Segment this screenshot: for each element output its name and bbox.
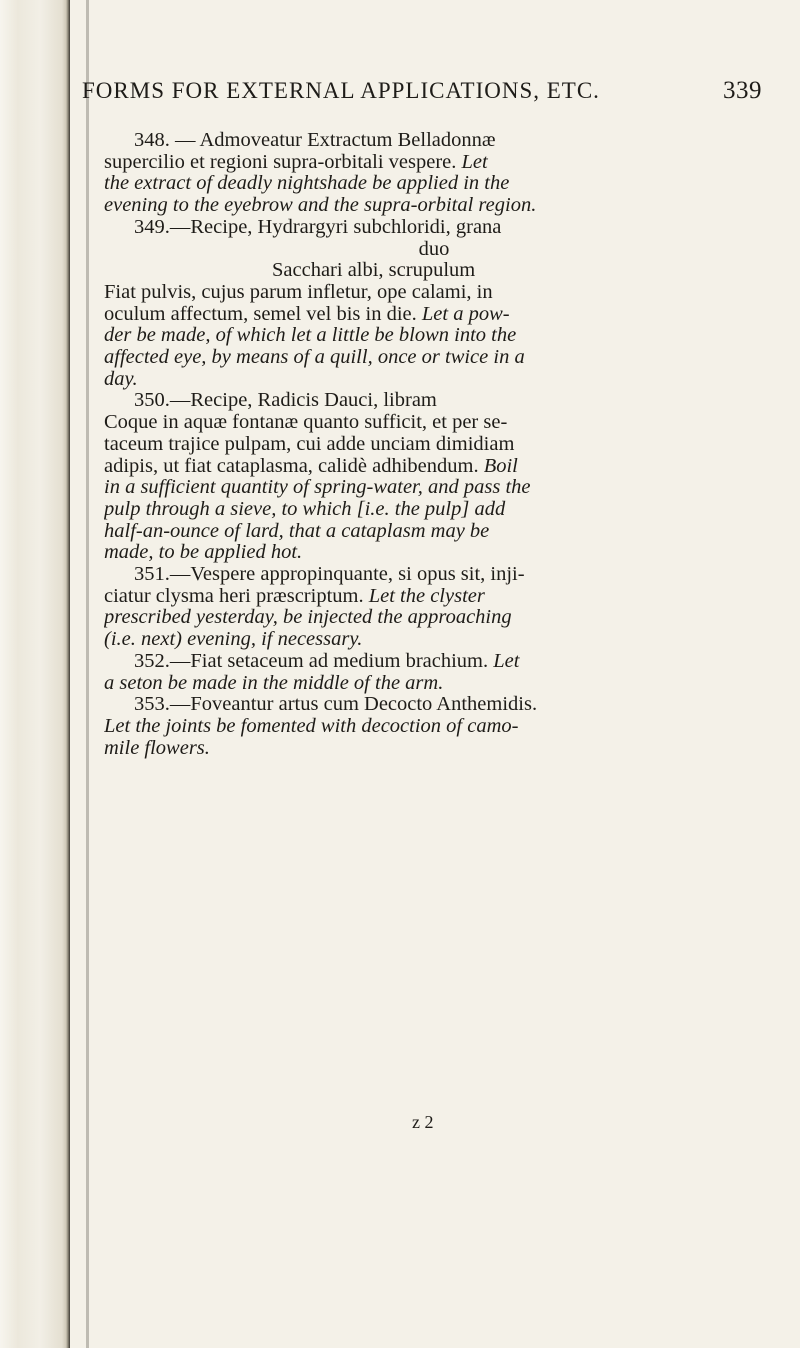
page-number: 339 bbox=[723, 77, 762, 104]
text-line: 349.—Recipe, Hydrargyri subchloridi, grana bbox=[134, 216, 502, 238]
text-line bbox=[104, 651, 764, 673]
text-line: Sacchari albi, scrupulum bbox=[272, 260, 476, 282]
text-line: in a sufficient quantity of spring-water, and pass the bbox=[104, 477, 531, 499]
text-line: evening to the eyebrow and the supra-orbital region. bbox=[104, 195, 537, 217]
text-line: the extract of deadly nightshade be applied in the bbox=[104, 173, 510, 195]
binding-gutter bbox=[0, 0, 70, 1348]
signature-mark: z 2 bbox=[412, 1112, 434, 1132]
text-line: Let the joints be fomented with decoction of camo- bbox=[104, 715, 519, 737]
text-line: duo bbox=[418, 238, 450, 260]
text-line: pulp through a sieve, to which [i.e. the pulp] add bbox=[104, 498, 506, 520]
text-line: Fiat pulvis, cujus parum infletur, ope calami, in bbox=[104, 281, 493, 303]
text-line: made, to be applied hot. bbox=[104, 542, 303, 564]
text-line: taceum trajice pulpam, cui adde unciam dimidiam bbox=[104, 433, 515, 455]
text-line bbox=[104, 586, 764, 608]
text-line: prescribed yesterday, be injected the approaching bbox=[104, 607, 512, 629]
text-line: 350.—Recipe, Radicis Dauci, libram bbox=[134, 390, 437, 412]
latin-text: supercilio et regioni supra-orbitali vespere. bbox=[104, 151, 462, 173]
latin-text: 352.—Fiat setaceum ad medium brachium. bbox=[134, 650, 494, 672]
text-line: 353.—Foveantur artus cum Decocto Anthemidis. bbox=[134, 694, 538, 716]
text-line: 351.—Vespere appropinquante, si opus sit, inji- bbox=[134, 564, 525, 586]
english-translation: Boil bbox=[483, 455, 518, 477]
latin-text: adipis, ut fiat cataplasma, calidè adhibendum. bbox=[104, 455, 484, 477]
text-line: affected eye, by means of a quill, once or twice in a bbox=[104, 347, 525, 369]
english-translation: Let bbox=[461, 151, 488, 173]
latin-text: ciatur clysma heri præscriptum. bbox=[104, 585, 369, 607]
text-line: mile flowers. bbox=[104, 737, 210, 759]
running-title: FORMS FOR EXTERNAL APPLICATIONS, ETC. bbox=[82, 78, 600, 103]
english-translation: Let a pow- bbox=[421, 303, 510, 325]
text-line bbox=[104, 304, 764, 326]
english-translation: Let the clyster bbox=[368, 585, 485, 607]
text-line bbox=[104, 456, 764, 478]
text-line bbox=[104, 152, 764, 174]
text-line: der be made, of which let a little be blown into the bbox=[104, 325, 517, 347]
latin-text: oculum affectum, semel vel bis in die. bbox=[104, 303, 422, 325]
text-line: a seton be made in the middle of the arm. bbox=[104, 672, 444, 694]
margin-shadow bbox=[86, 0, 89, 1348]
text-line: (i.e. next) evening, if necessary. bbox=[104, 629, 363, 651]
page-header bbox=[82, 77, 762, 105]
text-line: half-an-ounce of lard, that a cataplasm may be bbox=[104, 520, 490, 542]
text-line: Coque in aquæ fontanæ quanto sufficit, et per se- bbox=[104, 412, 508, 434]
english-translation: Let bbox=[493, 650, 520, 672]
text-line: day. bbox=[104, 368, 138, 390]
text-line: 348. — Admoveatur Extractum Belladonnæ bbox=[134, 130, 496, 151]
page-body bbox=[104, 130, 764, 759]
